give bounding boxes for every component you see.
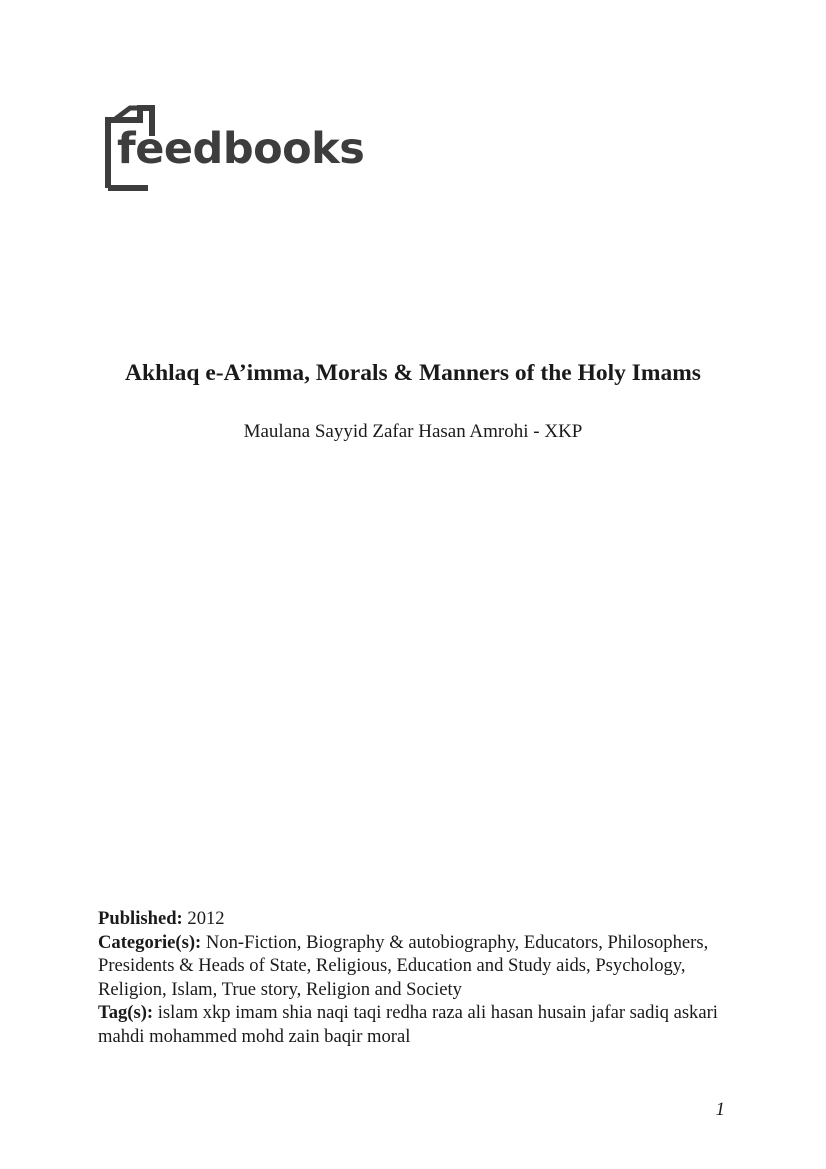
published-line <box>98 907 728 931</box>
book-metadata <box>98 907 728 1049</box>
logo-wordmark: feedbooks <box>117 124 365 174</box>
categories-value: Non-Fiction, Biography & autobiography, Educators, Philosophers, Presidents & Heads of State, Religious, Education and Study aids, Psychology, Religion, Islam, True story, Religion and Society <box>98 931 709 1000</box>
tags-line <box>98 1001 728 1048</box>
tags-label: Tag(s): <box>98 1002 154 1024</box>
published-label: Published: <box>98 908 183 929</box>
book-author: Maulana Sayyid Zafar Hasan Amrohi - XKP <box>243 421 583 442</box>
categories-line <box>98 931 728 1002</box>
book-title: Akhlaq e-A’imma, Morals & Manners of the Holy Imams <box>125 360 701 386</box>
published-value: 2012 <box>187 908 225 929</box>
tags-value: islam xkp imam shia naqi taqi redha raza ali hasan husain jafar sadiq askari mahdi mohammed mohd zain baqir moral <box>98 1002 718 1047</box>
page-number: 1 <box>715 1099 725 1120</box>
categories-label: Categorie(s): <box>98 931 202 953</box>
feedbooks-logo <box>100 100 365 192</box>
